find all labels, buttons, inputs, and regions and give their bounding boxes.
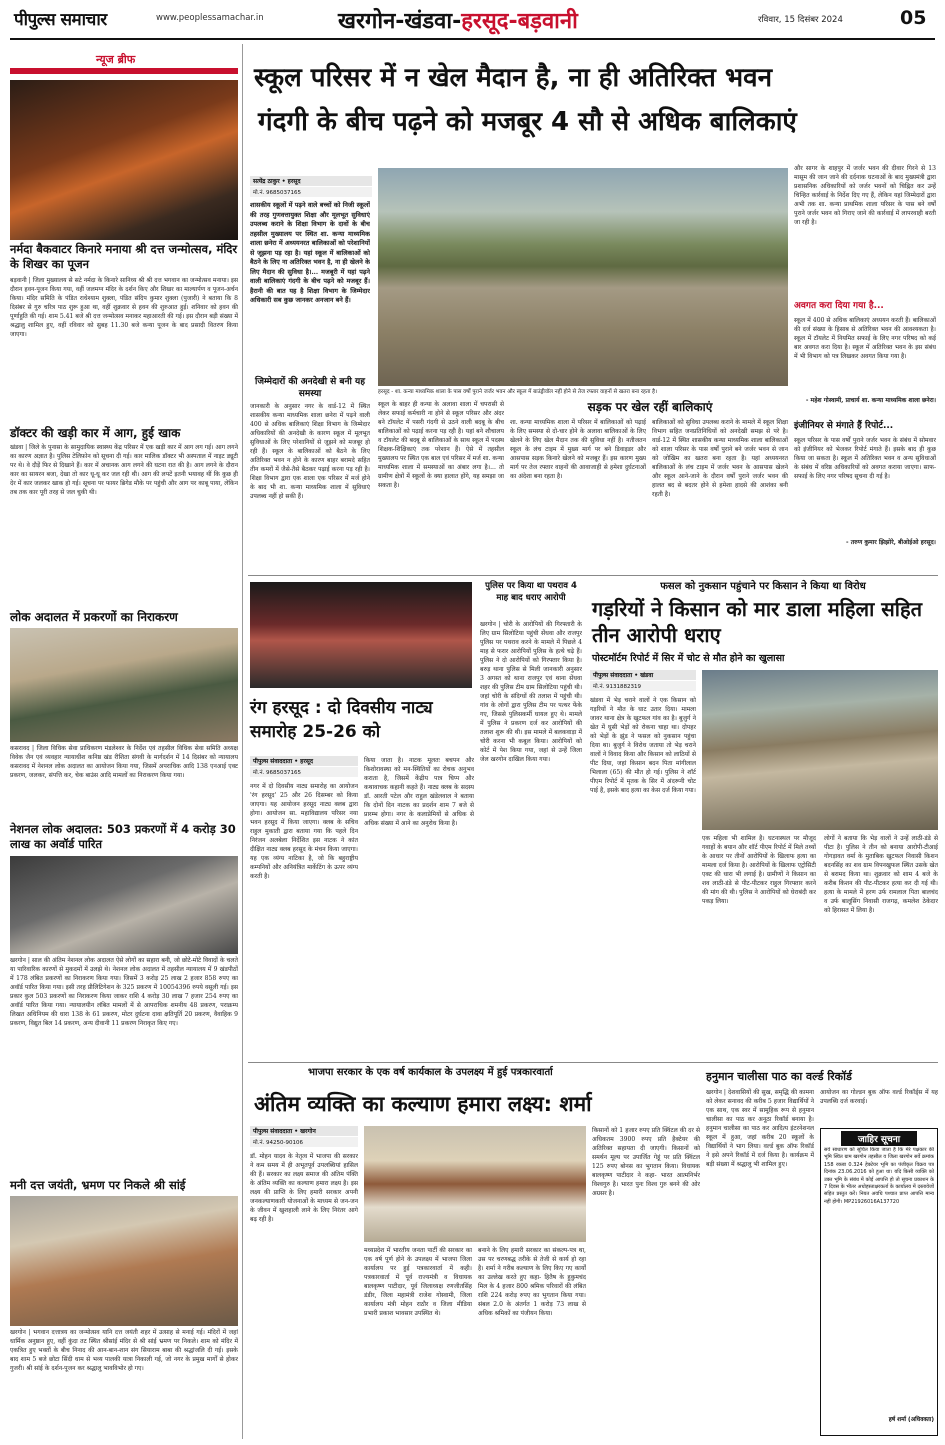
lead-col1: जानकारी के अनुसार नगर के वार्ड-12 में स्थित शासकीय कन्या माध्यमिक शाला छनेरा में पढ़ने वाली 400 से अधिक बालिकाएं शिक्षा विभाग के जिम्मेदार अधिकारियों की अनदेखी के कारण स्कूल में मूलभूत सुविधाओं के लिए परेशानियों से जूझने को मजबूर हो रही हैं। स्कूल के बालिकाओं को बैठने के लिए अतिरिक्त भवन न होने के कारण बाहर बरामदे सहित तीन कमरों में जैसे-तैसे बैठकर पढ़ाई करना पड़ रही है। शिक्षा विभाग द्वारा एक शाला एक परिसर में मर्ज होने के बाद भी शा. कन्या माध्यमिक शाला में सुविधाएं उपलब्ध नहीं हो सकी हैं। [250,403,370,500]
lead-col5: और सागर के शाहपुर में जर्जर भवन की दीवार गिरने से 13 मासूम की जान जाने की दर्दनाक घटनाओं के बाद मुख्यमंत्री द्वारा प्रशासनिक अधिकारियों को जर्जर भवनों को चिह्नित कर उन्हें चिन्हित कार्रवाई के निर्देश दिए गए हैं, लेकिन यहां जिम्मेदारों द्वारा अभी तक शा. कन्या प्राथमिक शाला परिसर के पास बने वर्षों पुराने जर्जर भवन को गिराए जाने की कार्रवाई में लापरवाही बरती जा रही है। [794,165,936,226]
theatre-text-1: नगर में दो दिवसीय नाट्य समारोह का आयोजन 'रंग हरसूद' 25 और 26 दिसम्बर को किया जाएगा। यह आयोजन हरसूद नाट्य क्लब द्वारा होगा। आयोजन सा. महाविद्यालय परिसर नया भवन हरसूद में किया जाएगा। क्लब के सचिव राहुल मुकाती द्वारा बताया गया कि पहले दिन निरंजन अलबेला निर्देशित इस नाटक ने कांत दीक्षित नाट्य क्लब हरसूद के मंचन किया जाएगा। यह एक व्यंग्य नाटिका है, जो कि बहुराष्ट्रीय कम्पनियों और अनियंत्रित मार्केटिंग के ऊपर व्यंग्य करती है। [250,783,358,880]
public-notice-text: सर्व साधारण को सूचित किया जाता है कि मेरे पक्षकार की भूमि स्थित ग्राम खरगोन तहसील व जिला खरगोन सर्वे क्रमांक 158 रकबा 0.324 हेक्टेयर भूमि का पंजीकृत विक्रय पत्र दिनांक 23.06.2016 को हुआ था। यदि किसी व्यक्ति को उक्त भूमि के संबंध में कोई आपत्ति हो तो सूचना प्रकाशन के 7 दिवस के भीतर अधोहस्ताक्षरकर्ता के कार्यालय में दस्तावेजों सहित प्रस्तुत करें। नियत अवधि पश्चात प्राप्त आपत्ति मान्य नहीं होगी। MP21926016A137720 [824,1147,934,1205]
lead-col5-text2: स्कूल परिसर के पास वर्षों पुराने जर्जर भवन के संबंध में सोमवार को इंजीनियर को भेजकर रिपोर्ट मंगाते हैं। इसके बाद ही कुछ किया जा सकता है। स्कूल में अतिरिक्त भवन व अन्य सुविधाओं के संबंध में वरिष्ठ अधिकारियों को अवगत कराया जाएगा। साफ-सफाई के लिए नगर परिषद सूचना दी गई है। [794,437,936,480]
shepherd-kicker: फसल को नुकसान पहुंचाने पर किसान ने किया था विरोध [660,581,866,592]
arrest-kicker[interactable]: पुलिस पर किया था पथराव 4 माह बाद धराए आरोपी [485,581,577,603]
hanuman-headline[interactable]: हनुमान चालीसा पाठ का वर्ल्ड रिकॉर्ड [706,1070,852,1083]
theatre-story [248,578,476,1058]
hanuman-story [706,1066,938,1438]
story4-text: खरगोन | साल की अंतिम नेशनल लोक अदालत ऐसे लोगों का सहारा बनी, जो छोटे-मोटे विवादों के चलते या पारिवारिक कारणों से मुकदमों में उलझे थे। नेशनल लोक अदालत में तहसील न्यायालय में 9 खंडपीठों में 178 लंबित प्रकरणों का निराकरण किया गया। जिसमें 3 करोड़ 25 लाख 2 हजार 858 रुपए का अवॉर्ड पारित किया गया। इसी तरह प्रीलिटिगेशन के 325 प्रकरण में 10054396 रुपये वसूली गई। इस प्रकार कुल 503 प्रकरणों का निराकरण किया जाकर राशि 4 करोड़ 30 लाख 7 हजार 254 रुपए का अवॉर्ड पारित किया गया। न्यायालयीन लंबित मामलों में से आपराधिक शमनीय 48 प्रकरण, पराक्रम्य लिखत अधिनियम की धारा 138 के 61 प्रकरण, मोटर दुर्घटना दावा क्षतिपूर्ति 20 प्रकरण, वैवाहिक 9 प्रकरण, विद्युत बिल 14 प्रकरण, अन्य दीवानी 11 प्रकरण निराकृत किए गए। [10,957,238,1027]
story2-headline: डॉक्टर की खड़ी कार में आग, हुई खाक [10,426,181,440]
bjp-story [248,1066,702,1438]
lead-col5-text1: स्कूल में 400 से अधिक बालिकाएं अध्ययन करती हैं। बालिकाओं की दर्ज संख्या के हिसाब से अतिरिक्त भवन की आवश्यकता है। स्कूल में टॉयलेट में नियमित सफाई के लिए नगर परिषद को कई बार अवगत करा दिया है। स्कूल में अतिरिक्त भवन के इस संबंध में भी विभाग को पत्र लिखकर अवगत किया गया है। [794,317,936,360]
masthead [0,0,945,42]
story4-headline: नेशनल लोक अदालत: 503 प्रकरणों में 4 करोड़ 30 लाख का अवॉर्ड पारित [10,822,236,851]
lead-byline: सत्येंद्र ठाकुर • हरसूद [250,176,372,186]
theatre-mobile: मो.नं. 9685037165 [250,767,358,777]
lead-col2: स्कूल के बाहर ही कन्या के अलावा शाला में चपरासी से लेकर सफाई कर्मचारी ना होने से स्कूल परिसर और अंदर बने टॉयलेट में पसरी गंदगी से उठने वाली बदबू के बीच बालिकाओं को पढ़ाई करना पड़ रही है। यहां बने शौचालय व टॉयलेट की बदबू से बालिकाओं के साथ स्कूल में पदस्थ शिक्षक-शिक्षिकाएं तक परेशान हैं। ऐसे में तहसील मुख्यालय पर स्थित एक बाल एवं परिसर में मर्ज शा. कन्या माध्यमिक शाला में समस्याओं का अंबार लगा है।... तो ग्रामीण क्षेत्रों में स्कूलों के क्या हालात होंगे, यह समझा जा सकता है। [378,401,504,489]
national-lok-adalat-photo [10,856,238,954]
shepherd-byline: पीपुल्स संवाददाता • खंडवा [590,670,696,680]
lead-mobile: मो.नं. 9685037165 [250,187,372,197]
press-conference-photo [364,1126,586,1242]
datt-jayanti-photo [10,80,238,240]
newspaper-logo[interactable]: पीपुल्स समाचार [14,10,107,30]
bjp-text-1: डॉ. मोहन यादव के नेतृत्व में भाजपा की सरकार ने कम समय में ही अभूतपूर्व उपलब्धियां हासिल की हैं। सरकार का लक्ष्य समाज की अंतिम पंक्ति के अंतिम व्यक्ति का कल्याण हमारा लक्ष्य है। इस लक्ष्य की प्राप्ति के लिए हमारी सरकार अपनी जनकल्याणकारी योजनाओं के माध्यम से जन-जन के जीवन में खुशहाली लाने के लिए निरंतर आगे बढ़ रही है। [250,1153,358,1223]
lead-col5-sig2: - तरुण कुमार झिझोरे, बीओईओ हरसूद। [846,539,936,546]
lead-col5-sig1: - महेश गोस्वामी, प्राचार्य शा. कन्या माध्यमिक शाला छनेरा। [805,397,936,404]
shepherd-text-2: एक महिला भी शामिल है। घटनास्थल पर मौजूद गवाहों के बयान और शॉर्ट पीएम रिपोर्ट में मिले तथ्यों के आधार पर तीनों आरोपियों के खिलाफ हत्या का मामला दर्ज किया है। आरोपियों के खिलाफ एट्रोसिटी एक्ट की धारा भी लगाई है। ग्रामीणों ने किसान का शव लाठी-डंडे से पीट-पीटकर राहुल गिरफ्तार करने की मांग की थी। पुलिस ने आरोपियों को घेराबंदी कर पकड़ लिया। [702,835,816,905]
arrest-story [480,578,582,1058]
bjp-mobile: मो.नं. 94250-90106 [250,1137,358,1147]
arrest-text: खरगोन | चोरी के आरोपियों की गिरफ्तारी के लिए ग्राम सिलोटिया पहुंची सेंधवा और राजपुर पुलिस पर पथराव करने के मामले में पिछले 4 माह से फरार आरोपियों पुलिस के हत्थे चढ़े हैं। पुलिस ने दो आरोपियों को गिरफ्तार किया है। बरुड़ थाना पुलिस से मिली जानकारी अनुसार 3 अगस्त को थाना राजपुर एवं थाना सेंधवा शहर की पुलिस टीम ग्राम सिलोटिया पहुंची थी। जहां चोरी के संदिग्धों की तलाश में पहुंची थी। गांव के लोगों द्वारा पुलिस टीम पर पत्थर फेंके गए, जिससे पुलिसकर्मी घायल हुए थे। मामले में पुलिस ने प्रकरण दर्ज कर आरोपियों की तलाश शुरू की थी। इस मामले में बलकवाड़ा में चोरी करना भी कबूल किया। आरोपियों को कोर्ट में पेश किया गया, जहां से उन्हें जिला जेल खरगोन दाखिल किया गया। [480,621,582,763]
theatre-headline[interactable]: रंग हरसूद : दो दिवसीय नाट्य समारोह 25-26 को [250,698,433,742]
sai-palki-photo [10,1196,238,1326]
website-url[interactable]: www.peoplessamachar.in [156,13,264,23]
bjp-kicker: भाजपा सरकार के एक वर्ष कार्यकाल के उपलक्ष्य में हुई पत्रकारवार्ता [308,1067,553,1078]
section-divider-1 [248,575,938,576]
shepherd-headline[interactable]: गड़रियों ने किसान को मार डाला महिला सहित तीन आरोपी धराए [592,597,922,647]
lead-headline-1[interactable]: स्कूल परिसर में न खेल मैदान है, ना ही अतिरिक्त भवन [254,63,773,93]
shepherd-text-3: लोगों ने बताया कि भेड़ वालों ने उन्हें लाठी-डंडे से पीटा है। पुलिस ने तीन को बनाया आरोपी-टीआई गोगड़ावत वर्मा के मुताबिक खुटफल निवासी किशन बदनसिंह का शव ग्राम विपनखुफल स्थित उसके खेत से बरामद किया था। शुक्रवार को शाम 4 बजे के करीब किशन की पीट-पीटकर हत्या कर दी गई थी। हत्या के मामले में हरण उर्फ रामलाल पिता बालचंद व उर्फ बालूसिंग निवासी राजगढ़, कमलेश ठेकेदार को हिरासत में लिया है। [824,835,938,914]
lead-intro: शासकीय स्कूलों में पढ़ने वाले बच्चों को निजी स्कूलों की तरह गुणवत्तायुक्त शिक्षा और मूलभूत सुविधाएं उपलब्ध कराने के शिक्षा विभाग के दावों के बीच तहसील मुख्यालय पर स्थित शा. कन्या माध्यमिक शाला छनेरा में अध्ययनरत बालिकाओं को परेशानियों से जूझना पड़ रहा है। यहां स्कूल में बालिकाओं को बैठने के लिए ना अतिरिक्त भवन है, ना ही खेलने के लिए मैदान की सुविधा है।... मजबूरी में यहां पढ़ने वाली बालिकाएं गंदगी के बीच पढ़ने को मजबूर हैं। हैरानी की बात यह है शिक्षा विभाग के जिम्मेदार अधिकारी सब कुछ जानकर अनजान बने हैं। [250,201,370,304]
news-brief-column [10,44,238,1439]
story5-text: खरगोन | भगवान दत्तात्रय का जन्मोत्सव यानि दत्त जयंती शहर में उत्साह से मनाई गई। मंदिरों में जहां धार्मिक अनुष्ठान हुए, वहीं कुंदा तट स्थित श्रीसांई मंदिर से श्री सांई भ्रमण पर निकले। शाम को मंदिर में एकत्रित हुए भक्तों के बीच निनाद की आन-बान-शान संग सियाराम बाबा की श्रद्धांजलि दी गई। इसके बाद शाम 5 बजे छोटा सिंदी धाम से भव्य पालकी यात्रा निकाली गई, जो नगर के प्रमुख मार्गों से होकर गुजरी। श्री सांई के दर्शन-पूजन कर श्रद्धालु भावविभोर हो गए। [10,1329,238,1372]
shepherd-text-1: खंडवा में भेड़ चराने वालों ने एक किसान को गड़रियों ने मौत के घाट उतार दिया। मामला जावर थाना क्षेत्र के खुटफल गांव का है। बुजुर्ग ने खेत में घुसी भेड़ों को रोकना चाहा था। दोपहर को भेड़ों के झुंड ने फसल को नुकसान पहुंचा दिया था। बुजुर्ग ने विरोध जताया तो भेड़ चराने वालों ने विवाद किया और किसान को लाठियों से पीट दिया, जहां किसान बदन पिता मांगीलाल भिलाला (65) की मौत हो गई। पुलिस ने शॉर्ट पीएम रिपोर्ट में मृतक के सिर में अंदरूनी चोट पाई है, इसके बाद हत्या का केस दर्ज किया गया। [590,697,696,794]
public-notice-signer: हर्ष शर्मा (अधिवक्ता) [888,1417,934,1423]
lead-headline-2[interactable]: गंदगी के बीच पढ़ने को मजबूर 4 सौ से अधिक बालिकाएं [258,107,797,137]
lead-col4: बालिकाओं को सुविधा उपलब्ध कराने के मामले में स्कूल शिक्षा विभाग सहित जनप्रतिनिधियों को अनदेखी समझ से परे है। वार्ड-12 में स्थित शासकीय कन्या माध्यमिक शाला बालिकाओं को शाला परिसर के पास वर्षों पुराने बने जर्जर भवन से जान को जोखिम का खतरा बना रहता है। यहां अध्ययनरत बालिकाओं के लंच टाइम में जर्जर भवन के आसपास खेलने और स्कूल आने-जाने के दौरान वर्षों पुराने जर्जर भवन की हालत बद से बदतर होने से हमेशा हादसे की आशंका बनी रहती है। [652,419,788,498]
lead-story [248,44,938,574]
public-notice-box [820,1128,938,1436]
lead-col5-head2: इंजीनियर से मंगाते हैं रिपोर्ट... [794,421,894,431]
lead-subhead: जिम्मेदारों की अनदेखी से बनी यह समस्या [254,377,365,399]
hanuman-text-2: आयोजन का गोल्डन बुक ऑफ वर्ल्ड रिकॉर्ड्स में यह उपलब्धि दर्ज करवाई। [820,1089,938,1105]
shepherd-photo [702,670,938,830]
story1-headline: नर्मदा बैकवाटर किनारे मनाया श्री दत्त जन्मोत्सव, मंदिर के शिखर का पूजन [10,242,238,271]
story3-text: कसरावद | जिला विधिक सेवा प्राधिकरण मंडलेश्वर के निर्देश एवं तहसील विधिक सेवा समिति अध्यक्ष विवेक जैन एवं व्यवहार न्यायाधीश कनिष्ठ खंड रीशिता संगवी के मार्गदर्शन में 14 दिसंबर को न्यायालय कसरावद में नेशनल लोक अदालत का आयोजन किया गया, जिसमें अपराधिक आदि 138 एनआई एक्ट प्रकरण, जलकर, संपत्ति कर, चेक बाउंस आदि मामलों का निराकरण किया गया। [10,745,238,779]
lead-col3-head: सड़क पर खेल रहीं बालिकाएं [587,400,713,414]
lead-col3: शा. कन्या माध्यमिक शाला में परिसर में बालिकाओं को पढ़ाई के लिए समस्या से दो-चार होने के अलावा बालिकाओं के लिए खेलने के लिए खेल मैदान तक की सुविधा नहीं है। नतीजतन स्कूल के लंच टाइम में मुख्य मार्ग पर बने डिवाइडर और आसपास सड़क किनारे खेलने को मजबूर हैं। इस कारण मुख्य मार्ग पर तेज रफ्तार वाहनों की आवाजाही से हमेशा दुर्घटनाओं का अंदेशा बना रहता है। [510,419,646,480]
shepherd-story [588,578,938,1058]
news-brief-label: न्यूज ब्रीफ [90,52,141,67]
bjp-byline: पीपुल्स संवाददाता • खरगोन [250,1126,358,1136]
story3-headline: लोक अदालत में प्रकरणों का निराकरण [10,610,178,624]
story2-text: खंडवा | जिले के पुनासा के सामुदायिक स्वास्थ्य केंद्र परिसर में एक खड़ी कार में आग लग गई। आग लगने का कारण अज्ञात है। पुलिस टेलिफ़ोन को सूचना दी गई। कार मालिक डॉक्टर भी अस्पताल में नाइट ड्यूटी पर थे। वे दौड़ें फिर से दिखाने हैं। कार में अचानक आग लगने की घटना रात की है। आग लगने के दौरान कार का सायरन बजा, देखा तो कार धू-धू कर जल रही थी। आग की लपटें इतनी भयावह थीं कि कुछ ही देर में कार जलकर खाक हो गई। सूचना पर फायर ब्रिगेड मौके पर पहुंची और आग पर काबू पाया, लेकिन तब तक कार पूरी तरह से जल चुकी थी। [10,444,238,496]
bjp-headline[interactable]: अंतिम व्यक्ति का कल्याण हमारा लक्ष्य: शर्मा [254,1092,592,1116]
region-title-black: खरगोन-खंडवा- [338,9,462,34]
school-girls-photo [378,168,788,386]
section-divider-2 [248,1062,938,1063]
shepherd-mobile: मो.नं. 9131882319 [590,681,696,691]
story5-headline: मनी दत्त जयंती, भ्रमण पर निकले श्री सांई [10,1178,186,1192]
shepherd-deck: पोस्टमॉर्टम रिपोर्ट में सिर में चोट से मौत होने का खुलासा [592,653,785,664]
theatre-byline: पीपुल्स संवाददाता • हरसूद [250,756,358,766]
bjp-text-4: किसानों को 1 हजार रुपए प्रति क्विंटल की दर से अधिकतम 3900 रुपए प्रति हैक्टेयर की अतिरिक्त सहायता दी जाएगी। किसानों को समर्थन मूल्य पर उपार्जित गेहूं पर प्रति क्विंटल 125 रुपए बोनस का भुगतान किया। विधायक बालकृष्ण पाटीदार ने कहा- भारत आत्मनिर्भर विश्वगुरु है। भारत पुनः विश्व गुरु बनने की ओर अग्रसर है। [592,1127,700,1197]
bjp-text-2: मध्यप्रदेश में भारतीय जनता पार्टी की सरकार का एक वर्ष पूर्ण होने के उपलक्ष्य में भाजपा जिला कार्यालय पर हुई पत्रकारवार्ता में कही। पत्रकारवार्ता में पूर्व राज्यमंत्री व विधायक बालकृष्ण पाटीदार, पूर्व जिलाध्यक्ष रणजीतसिंह डंडीर, जिला महामंत्री राजेश गोस्वामी, जिला कार्यालय मंत्री मोहन राठौर व जिला मीडिया प्रभारी प्रकाश भावसार उपस्थित थे। [364,1247,472,1317]
bjp-text-3: बनाने के लिए हमारी सरकार का संकल्प-पत्र था, उस पर चरणबद्ध तरीके से तेजी से कार्य हो रहा है। शर्मा ने गरीब कल्याण के लिए किए गए कार्यों का उल्लेख करते हुए कहा- हितैष के हुकुमचंद मिल के 4 हजार 800 श्रमिक परिवारों की लंबित राशि 224 करोड़ रुपए का भुगतान किया गया। संबल 2.0 के अंतर्गत 1 करोड़ 73 लाख से अधिक श्रमिकों का पंजीयन किया। [478,1247,586,1317]
lok-adalat-photo [10,628,238,742]
theatre-text-2: किया जाता है। नाटक मूलतः बचपन और किशोरावस्था को मन-स्थितियों का रोचक अनुभव कराता है, जिसमें केंद्रीय पात्र चिप्प और कथावाचक कहानी कहते हैं। नाट्य क्लब के सदस्य डॉ. आरती पटेल और राहुल खंडेलवाल ने बताया कि दोनों दिन नाटक का प्रदर्शन शाम 7 बजे से प्रारम्भ होगा। नगर के कलाप्रेमियों से अधिक से अधिक संख्या में आने का अनुरोध किया है। [364,757,474,827]
story1-text: बड़वानी | जिला मुख्यालय से सटे नर्मदा के किनारे सानिध्य श्री श्री दत्त भगवान का जन्मोत्सव मनाया। इस दौरान हवन-पूजन किया गया, वहीं जलमग्न मंदिर के दर्शन किए और शिखर का माल्यार्पण व पूजन-अर्चन किया। मंदिर समिति के पंडित राधेश्याम शुक्ला, पंडित संदिप कुमार शुक्ला (पुजारी) ने बताया कि 8 दिसंबर से गुरु चरित्र पाठ शुरू हुआ था, वहीं शुक्रवार से हवन की शुरुआत हुई। शनिवार को हवन की पूर्णाहुति की गई। शाम 5.41 बजे श्री दत्त जन्मोत्सव मनाकर महाआरती की गई। इस दौरान बड़ी संख्या में श्रद्धालु शामिल हुए, वहीं रविवार को सुबह 11.30 बजे कन्या पूजन के बाद प्रसादी वितरण किया जाएगा। [10,277,238,338]
issue-date: रविवार, 15 दिसंबर 2024 [758,15,843,25]
hanuman-text: खरगोन | देशवासियों की सुख, समृद्धि की कामना को लेकर सनावद की करीब 5 हजार विद्यार्थियों ने एक साथ, एक स्वर में सामूहिक रूप से हनुमान चालीसा का पाठ कर अनूठा रिकॉर्ड बनाया है। हनुमान चालीसा का पाठ कर आदित्य इंटरनेशनल स्कूल में हुआ, जहां करीब 20 स्कूलों के विद्यार्थियों ने भाग लिया। वर्ल्ड बुक ऑफ रिकॉर्ड ने इसे अपने रिकॉर्ड में दर्ज किया है। कार्यक्रम में बड़ी संख्या में श्रद्धालु भी शामिल हुए। [706,1089,814,1168]
news-brief-tag [10,68,238,74]
lead-col5-head1: अवगत करा दिया गया है... [794,301,884,311]
page-number: 05 [900,7,927,29]
public-notice-title: जाहिर सूचना [841,1131,917,1146]
region-title-red: हरसूद-बड़वानी [461,9,578,34]
masthead-divider [10,38,935,40]
theatre-photo [250,582,472,688]
column-divider [242,44,243,1439]
photo-caption: हरसूद - शा. कन्या माध्यमिक शाला के पास वर्षों पुराने जर्जर भवन और स्कूल में बाउंड्रीवॉल नहीं होने से तेज रफ्तार वाहनों से खतरा बना रहता है। [378,389,658,395]
region-title [338,5,578,35]
